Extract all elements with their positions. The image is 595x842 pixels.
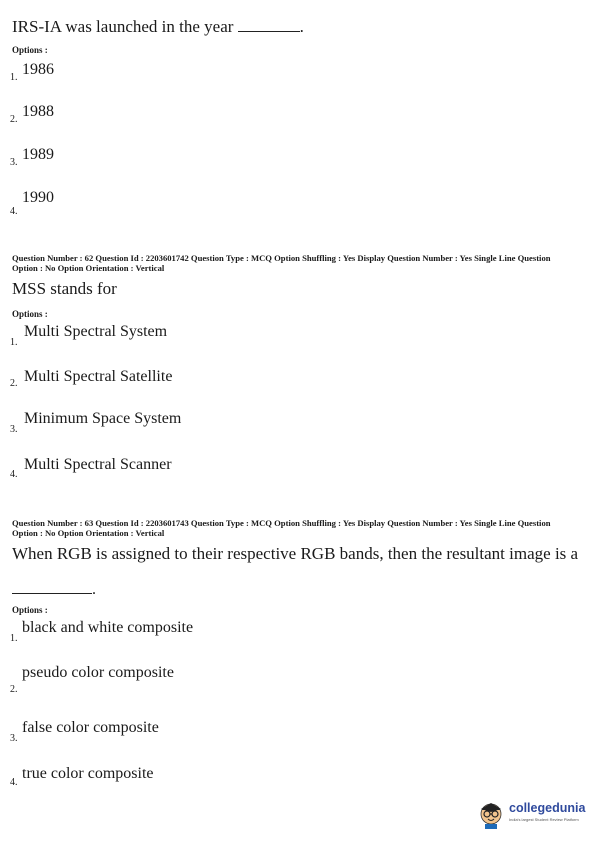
option-text: 1990 [22,189,54,206]
option-number: 3. [10,733,18,744]
option-number: 1. [10,633,18,644]
option-number: 4. [10,206,18,217]
option-text: true color composite [22,765,154,782]
answer-blank [238,30,300,32]
question-63-metadata: Question Number : 63 Question Id : 2203601743 Question Type : MCQ Option Shuffling : Yes Display Question Number : Yes Single Line Question Option : No Option Orientation : Vertical [12,518,551,538]
option-text: false color composite [22,719,159,736]
option-number: 1. [10,337,18,348]
option-number: 4. [10,777,18,788]
question-61-text [12,17,304,37]
option-number: 3. [10,157,18,168]
logo-wordmark: collegedunia [509,801,586,815]
option-number: 4. [10,469,18,480]
answer-blank [12,592,92,594]
option-text: Minimum Space System [24,410,182,427]
question-63-continuation [12,581,96,599]
option-text: 1989 [22,146,54,163]
option-text: Multi Spectral System [24,323,168,340]
collegedunia-logo [476,797,591,829]
question-61-stem: IRS-IA was launched in the year [12,17,234,36]
options-heading: Options : [12,45,48,55]
student-mascot-icon [476,797,506,829]
option-text: pseudo color composite [22,664,174,681]
option-number: 2. [10,114,18,125]
options-heading: Options : [12,309,48,319]
option-text: 1986 [22,61,54,78]
question-62-text: MSS stands for [12,279,117,298]
option-text: Multi Spectral Satellite [24,368,173,385]
question-63-text: When RGB is assigned to their respective RGB bands, then the resultant image is a [12,544,579,563]
logo-tagline: India's largest Student Review Platform [509,817,579,822]
option-number: 1. [10,72,18,83]
option-number: 3. [10,424,18,435]
option-text: Multi Spectral Scanner [24,456,172,473]
option-number: 2. [10,684,18,695]
question-63-end: . [92,581,96,598]
option-number: 2. [10,378,18,389]
option-text: black and white composite [22,619,194,636]
question-61-end: . [299,17,304,36]
question-62-metadata: Question Number : 62 Question Id : 2203601742 Question Type : MCQ Option Shuffling : Yes Display Question Number : Yes Single Line Question Option : No Option Orientation : Vertical [12,253,551,273]
option-text: 1988 [22,103,54,120]
options-heading: Options : [12,605,48,615]
